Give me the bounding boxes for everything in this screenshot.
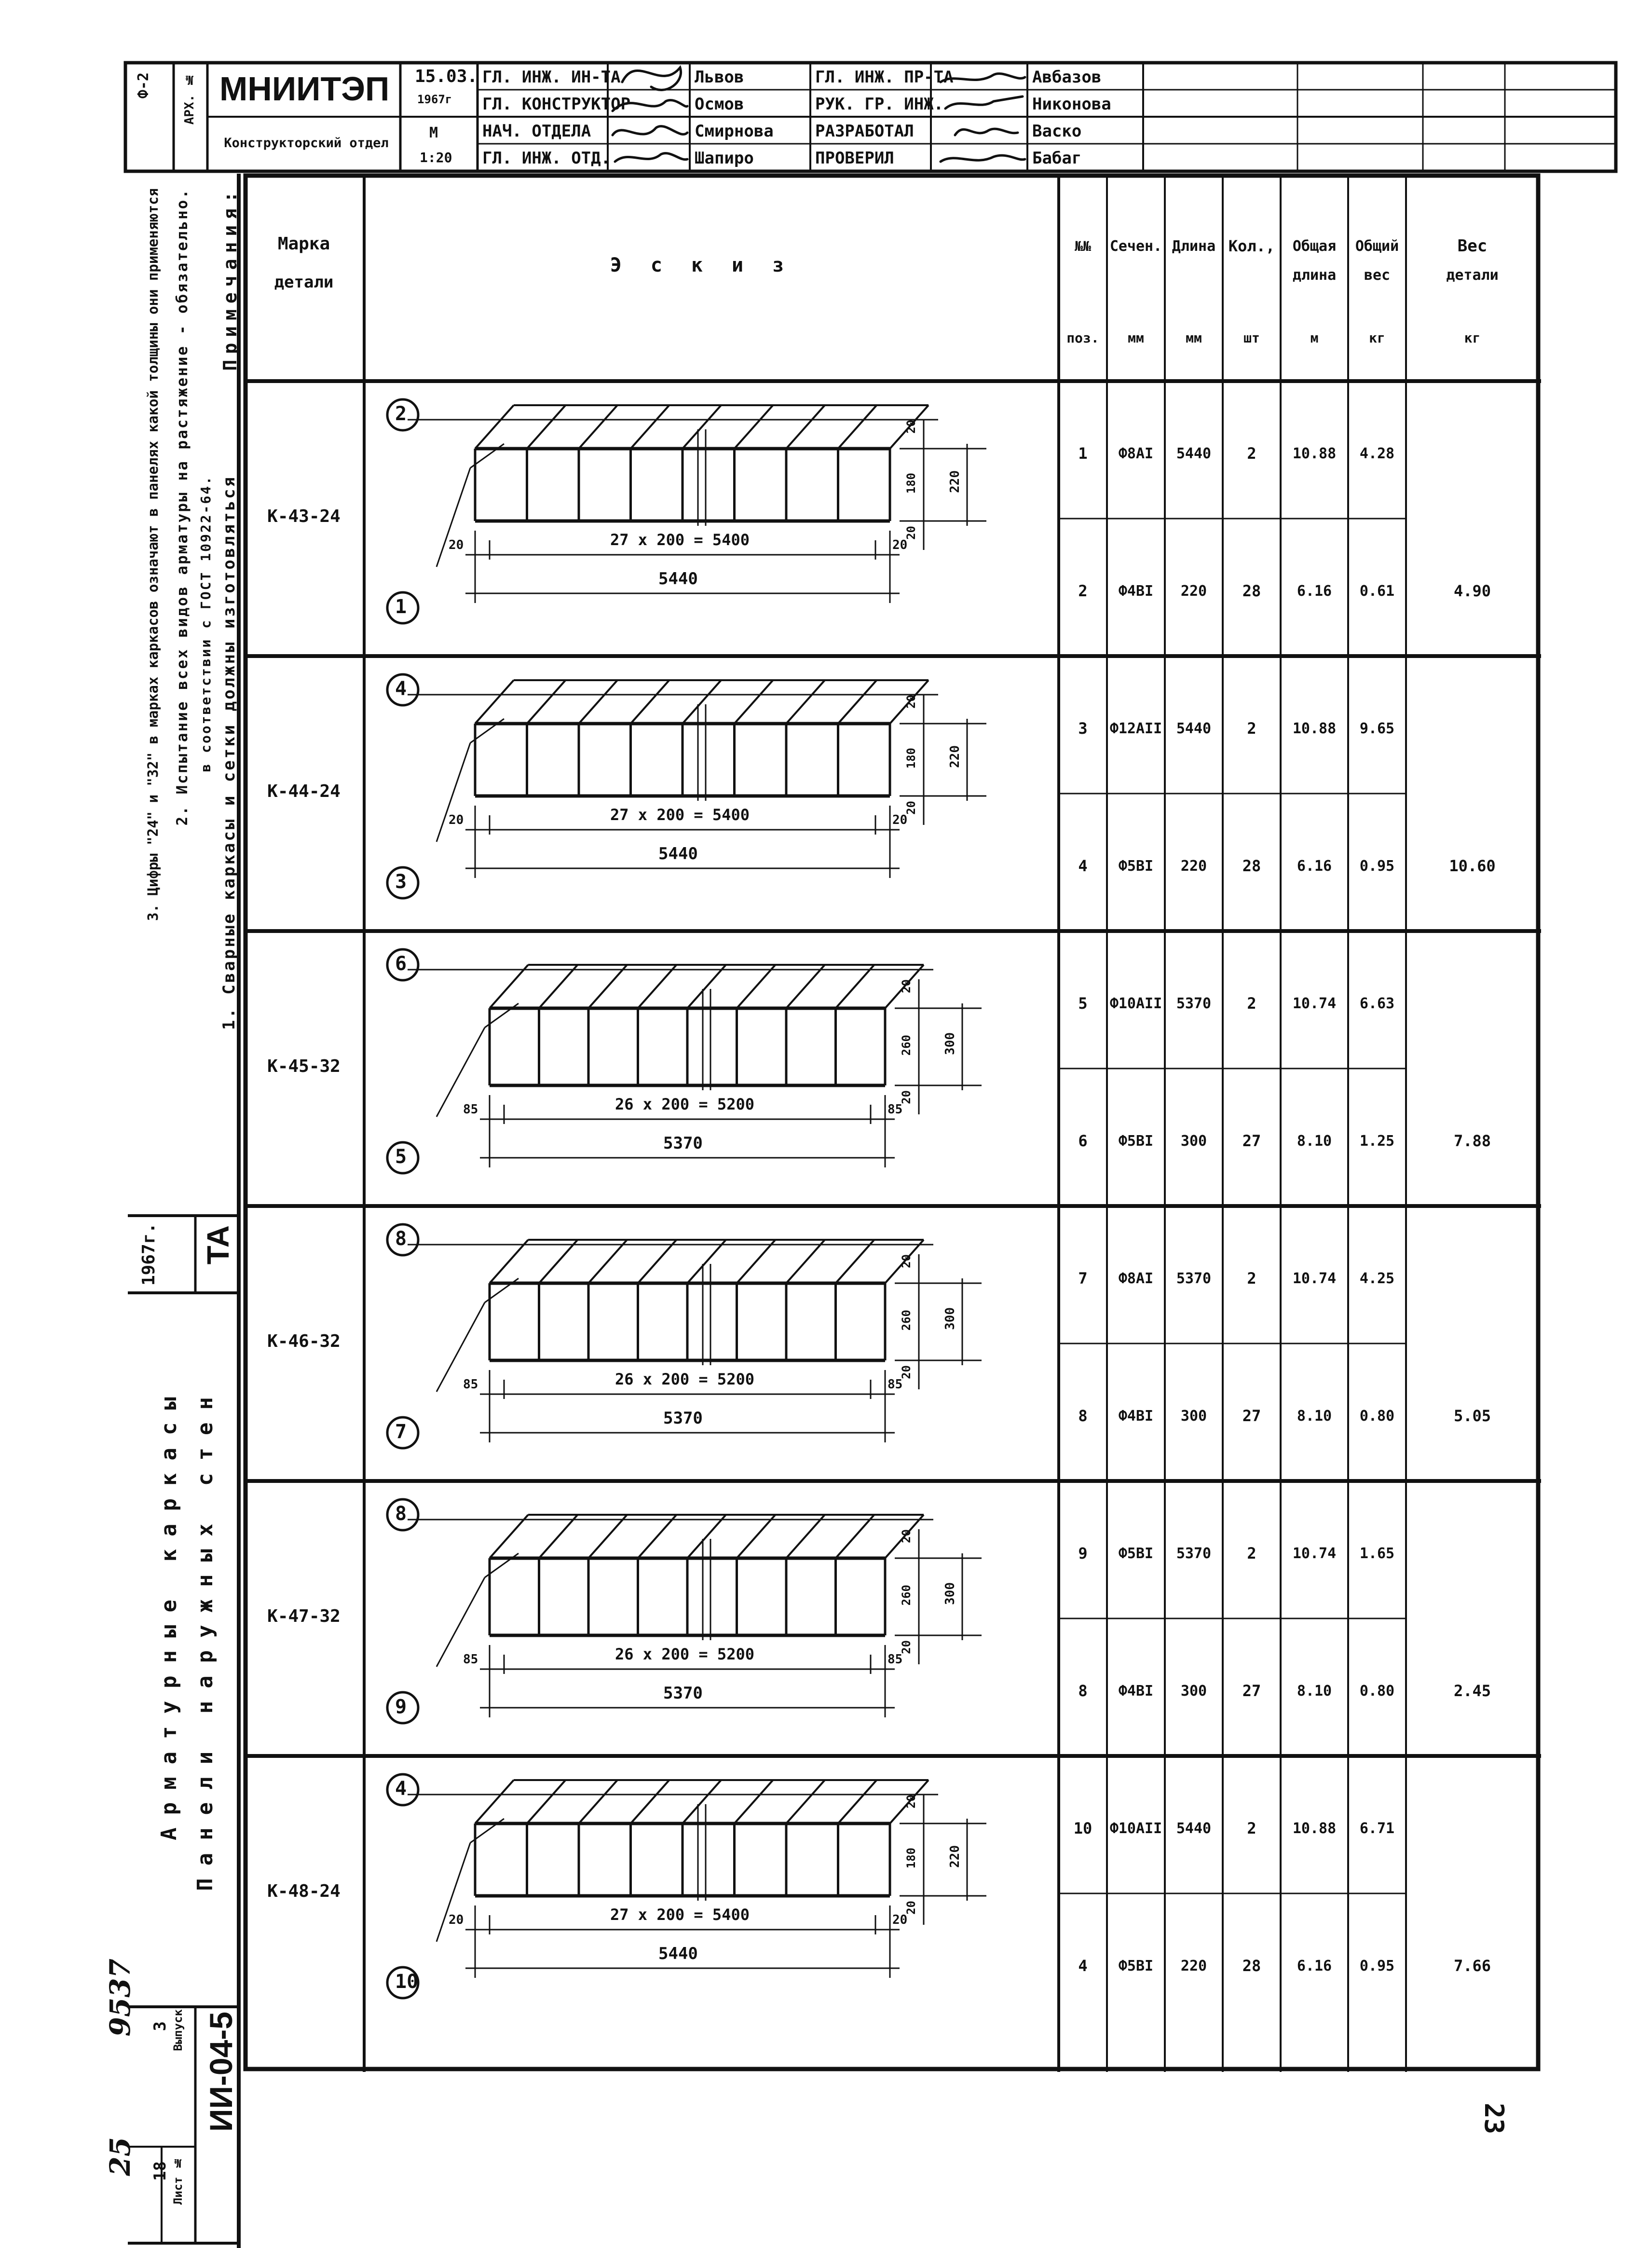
item-qty: 28 <box>1242 857 1261 875</box>
top-position-number: 2 <box>395 403 407 425</box>
total-length-dimension: 5440 <box>658 569 698 589</box>
item-length: 5440 <box>1176 1820 1212 1837</box>
item-total-weight: 1.65 <box>1359 1545 1395 1562</box>
header-tw-c: кг <box>1369 329 1385 346</box>
item-section: Ф4BI <box>1118 1682 1154 1700</box>
height-total: 300 <box>943 1032 957 1055</box>
height-middle: 260 <box>900 1035 913 1056</box>
item-section: Ф5BI <box>1118 857 1154 875</box>
header-len-b: мм <box>1186 329 1202 346</box>
span-dimension: 26 x 200 = 5200 <box>615 1645 754 1663</box>
height-bottom: 20 <box>904 1901 918 1915</box>
item-section: Ф10AII <box>1109 995 1162 1012</box>
tb-sheet: 18 <box>150 2161 170 2181</box>
table-row <box>244 931 1541 1206</box>
item-length: 300 <box>1180 1132 1207 1150</box>
tb-sheet-label: Лист № <box>171 2156 185 2205</box>
item-total-length: 10.88 <box>1292 1820 1337 1837</box>
item-section: Ф5BI <box>1118 1545 1154 1562</box>
height-top: 20 <box>900 979 913 993</box>
item-qty: 2 <box>1247 994 1256 1013</box>
stamp-date: 15.03. <box>415 67 478 86</box>
item-total-weight: 9.65 <box>1359 720 1395 737</box>
end-offset-left: 85 <box>463 1102 478 1117</box>
item-length: 5370 <box>1176 1270 1212 1287</box>
bottom-position-number: 5 <box>395 1146 407 1168</box>
page-number: 23 <box>1479 2102 1510 2135</box>
item-section: Ф8AI <box>1118 1270 1154 1287</box>
item-total-length: 6.16 <box>1297 582 1332 600</box>
top-position-number: 8 <box>395 1503 407 1525</box>
end-offset-left: 85 <box>463 1377 478 1392</box>
item-pos: 2 <box>1078 582 1088 600</box>
cage-sketch <box>364 381 1059 656</box>
height-top: 20 <box>904 420 918 434</box>
item-pos: 1 <box>1078 444 1088 463</box>
height-top: 20 <box>904 1795 918 1809</box>
scale-value: 1:20 <box>420 150 452 165</box>
bottom-position-number: 3 <box>395 871 407 893</box>
item-pos: 4 <box>1078 1957 1088 1975</box>
item-qty: 2 <box>1247 1544 1256 1563</box>
item-qty: 27 <box>1242 1132 1261 1150</box>
item-total-weight: 0.95 <box>1359 857 1395 875</box>
part-weight: 10.60 <box>1449 857 1496 875</box>
name2-4: Бабаг <box>1032 149 1082 168</box>
note-1b: в соответствии с ГОСТ 10922-64. <box>198 475 214 772</box>
item-total-weight: 0.95 <box>1359 1957 1395 1974</box>
end-offset-right: 20 <box>892 538 908 552</box>
part-mark: К-48-24 <box>267 1881 341 1901</box>
item-pos: 7 <box>1078 1269 1088 1288</box>
total-length-dimension: 5370 <box>663 1134 703 1153</box>
bottom-position-number: 7 <box>395 1421 407 1443</box>
item-total-length: 10.88 <box>1292 720 1337 737</box>
item-qty: 28 <box>1242 1957 1261 1975</box>
end-offset-right: 85 <box>887 1377 903 1392</box>
end-offset-left: 20 <box>449 538 464 552</box>
span-dimension: 27 x 200 = 5400 <box>610 1905 750 1924</box>
top-position-number: 4 <box>395 1778 407 1800</box>
bottom-position-number: 9 <box>395 1696 407 1718</box>
item-total-length: 8.10 <box>1297 1132 1332 1150</box>
height-total: 220 <box>948 1845 962 1868</box>
tb-title-1: Панели наружных стен <box>193 1384 218 1891</box>
header-dw-b: детали <box>1446 266 1499 284</box>
item-total-weight: 4.25 <box>1359 1270 1395 1287</box>
item-section: Ф12AII <box>1109 720 1162 737</box>
header-sketch: Эскиз <box>610 254 813 276</box>
height-top: 20 <box>900 1254 913 1268</box>
item-pos: 4 <box>1078 857 1088 875</box>
item-length: 220 <box>1180 1957 1207 1974</box>
height-bottom: 20 <box>900 1640 913 1654</box>
name-2: Осмов <box>695 95 744 114</box>
name2-1: Авбазов <box>1032 68 1102 87</box>
item-total-weight: 0.61 <box>1359 582 1395 600</box>
item-section: Ф10AII <box>1109 1820 1162 1837</box>
part-weight: 2.45 <box>1453 1682 1491 1700</box>
item-total-length: 6.16 <box>1297 1957 1332 1974</box>
spec-table <box>244 174 1541 2072</box>
table-row <box>244 656 1541 931</box>
table-row <box>244 1756 1541 2031</box>
end-offset-left: 20 <box>449 813 464 827</box>
item-total-length: 8.10 <box>1297 1682 1332 1700</box>
item-section: Ф4BI <box>1118 1407 1154 1425</box>
item-length: 220 <box>1180 582 1207 600</box>
height-top: 20 <box>904 695 918 709</box>
item-qty: 2 <box>1247 444 1256 463</box>
header-tw-b: вес <box>1364 266 1391 284</box>
span-dimension: 27 x 200 = 5400 <box>610 806 750 824</box>
header-tw-a: Общий <box>1355 237 1399 255</box>
item-section: Ф5BI <box>1118 1132 1154 1150</box>
item-pos: 8 <box>1078 1407 1088 1425</box>
end-offset-right: 85 <box>887 1652 903 1667</box>
tb-year: 1967г. <box>139 1223 159 1286</box>
tb-inventory-2: 25 <box>104 2137 137 2176</box>
header-sect-a: Сечен. <box>1109 237 1162 255</box>
item-qty: 2 <box>1247 719 1256 738</box>
item-section: Ф4BI <box>1118 582 1154 600</box>
item-total-weight: 4.28 <box>1359 445 1395 462</box>
item-length: 220 <box>1180 857 1207 875</box>
signatures <box>125 63 1621 174</box>
item-length: 5370 <box>1176 1545 1212 1562</box>
tb-inventory: 9537 <box>104 1959 137 2037</box>
role2-3: РАЗРАБОТАЛ <box>815 122 914 141</box>
tb-series: ИИ-04-5 <box>203 2012 239 2132</box>
total-length-dimension: 5440 <box>658 1944 698 1963</box>
header-mark-b: детали <box>274 273 334 292</box>
part-weight: 5.05 <box>1453 1407 1491 1425</box>
cage-sketch <box>364 931 1059 1206</box>
role-2: ГЛ. КОНСТРУКТОР <box>482 95 631 114</box>
item-pos: 5 <box>1078 994 1088 1013</box>
height-total: 300 <box>943 1307 957 1330</box>
end-offset-right: 20 <box>892 1913 908 1927</box>
item-pos: 8 <box>1078 1682 1088 1700</box>
header-dw-c: кг <box>1464 329 1481 346</box>
name-4: Шапиро <box>695 149 754 168</box>
item-total-length: 10.74 <box>1292 1545 1337 1562</box>
height-bottom: 20 <box>900 1090 913 1104</box>
item-qty: 27 <box>1242 1407 1261 1425</box>
total-length-dimension: 5370 <box>663 1409 703 1428</box>
item-total-weight: 1.25 <box>1359 1132 1395 1150</box>
item-length: 300 <box>1180 1407 1207 1425</box>
cage-sketch <box>364 1481 1059 1756</box>
role2-2: РУК. ГР. ИНЖ. <box>815 95 944 114</box>
name2-3: Васко <box>1032 122 1082 141</box>
name-3: Смирнова <box>695 122 774 141</box>
note-3: 3. Цифры "24" и "32" в марках каркасов означают в панелях какой толщины они применяются <box>145 188 161 921</box>
part-mark: К-47-32 <box>267 1606 341 1626</box>
height-middle: 260 <box>900 1585 913 1606</box>
height-bottom: 20 <box>904 526 918 540</box>
item-total-weight: 6.71 <box>1359 1820 1395 1837</box>
header-tlen-c: м <box>1310 329 1319 346</box>
part-weight: 7.88 <box>1453 1132 1491 1150</box>
span-dimension: 26 x 200 = 5200 <box>615 1095 754 1113</box>
item-total-weight: 0.80 <box>1359 1682 1395 1700</box>
height-bottom: 20 <box>900 1365 913 1379</box>
item-length: 300 <box>1180 1682 1207 1700</box>
item-pos: 3 <box>1078 719 1088 738</box>
item-total-length: 8.10 <box>1297 1407 1332 1425</box>
table-row <box>244 1206 1541 1481</box>
name-1: Львов <box>695 68 744 87</box>
role2-4: ПРОВЕРИЛ <box>815 149 894 168</box>
header-qty-a: Кол., <box>1228 237 1275 255</box>
tb-org-code: ТА <box>201 1225 235 1265</box>
item-length: 5440 <box>1176 445 1212 462</box>
notes-title: Примечания: <box>219 186 241 371</box>
item-pos: 6 <box>1078 1132 1088 1150</box>
item-pos: 9 <box>1078 1544 1088 1563</box>
end-offset-right: 20 <box>892 813 908 827</box>
header-sect-b: мм <box>1128 329 1144 346</box>
part-mark: К-43-24 <box>267 506 341 526</box>
height-middle: 180 <box>904 748 918 769</box>
header-tlen-b: длина <box>1292 266 1337 284</box>
top-position-number: 4 <box>395 678 407 700</box>
header-qty-b: шт <box>1243 329 1260 346</box>
item-qty: 27 <box>1242 1682 1261 1700</box>
header-len-a: Длина <box>1172 237 1216 255</box>
total-length-dimension: 5440 <box>658 844 698 864</box>
item-total-length: 10.74 <box>1292 995 1337 1012</box>
item-total-length: 10.88 <box>1292 445 1337 462</box>
table-row <box>244 1481 1541 1756</box>
header-pos-b: поз. <box>1066 329 1099 346</box>
role-1: ГЛ. ИНЖ. ИН-ТА <box>482 68 621 87</box>
height-total: 220 <box>948 470 962 493</box>
item-length: 5370 <box>1176 995 1212 1012</box>
item-length: 5440 <box>1176 720 1212 737</box>
stamp-year: 1967г <box>417 93 452 106</box>
stamp-code: Ф-2 <box>135 72 152 99</box>
item-qty: 2 <box>1247 1269 1256 1288</box>
height-bottom: 20 <box>904 801 918 815</box>
note-2: 2. Испытание всех видов арматуры на растяжение - обязательно. <box>174 188 191 826</box>
tb-issue: 3 <box>150 2021 170 2031</box>
height-middle: 180 <box>904 1848 918 1869</box>
height-middle: 260 <box>900 1310 913 1331</box>
height-total: 300 <box>943 1582 957 1605</box>
header-dw-a: Вес <box>1457 236 1488 256</box>
role-3: НАЧ. ОТДЕЛА <box>482 122 591 141</box>
height-total: 220 <box>948 745 962 768</box>
header-mark-a: Марка <box>277 233 330 254</box>
top-position-number: 8 <box>395 1228 407 1250</box>
cage-sketch <box>364 656 1059 931</box>
note-1a: 1. Сварные каркасы и сетки должны изготовляться <box>219 475 239 1030</box>
span-dimension: 27 x 200 = 5400 <box>610 531 750 549</box>
part-weight: 7.66 <box>1453 1957 1491 1975</box>
tb-issue-label: Выпуск <box>171 2009 185 2051</box>
role-4: ГЛ. ИНЖ. ОТД. <box>482 149 611 168</box>
title-stamp <box>125 63 1621 174</box>
height-top: 20 <box>900 1529 913 1543</box>
top-position-number: 6 <box>395 953 407 975</box>
part-weight: 4.90 <box>1453 582 1491 600</box>
part-mark: К-44-24 <box>267 781 341 801</box>
item-section: Ф5BI <box>1118 1957 1154 1974</box>
header-pos-a: №№ <box>1075 238 1091 254</box>
org-name: МНИИТЭП <box>219 70 390 108</box>
height-middle: 180 <box>904 473 918 494</box>
item-total-weight: 6.63 <box>1359 995 1395 1012</box>
total-length-dimension: 5370 <box>663 1684 703 1703</box>
item-pos: 10 <box>1073 1819 1092 1837</box>
arch-label: АРХ. № <box>182 72 197 125</box>
dept-name: Конструкторский отдел <box>224 136 389 151</box>
bottom-position-number: 1 <box>395 596 407 618</box>
end-offset-left: 20 <box>449 1913 464 1927</box>
cage-sketch <box>364 1206 1059 1481</box>
part-mark: К-46-32 <box>267 1331 341 1351</box>
item-total-weight: 0.80 <box>1359 1407 1395 1425</box>
end-offset-left: 85 <box>463 1652 478 1667</box>
item-total-length: 6.16 <box>1297 857 1332 875</box>
span-dimension: 26 x 200 = 5200 <box>615 1370 754 1388</box>
end-offset-right: 85 <box>887 1102 903 1117</box>
tb-title-2: Арматурные каркасы <box>157 1384 181 1840</box>
item-total-length: 10.74 <box>1292 1270 1337 1287</box>
bottom-position-number: 10 <box>395 1971 419 1993</box>
item-qty: 2 <box>1247 1819 1256 1837</box>
role2-1: ГЛ. ИНЖ. ПР-ТА <box>815 68 954 87</box>
scale-label: М <box>429 124 438 141</box>
name2-2: Никонова <box>1032 95 1111 114</box>
header-tlen-a: Общая <box>1292 237 1337 255</box>
item-qty: 28 <box>1242 582 1261 600</box>
part-mark: К-45-32 <box>267 1056 341 1076</box>
item-section: Ф8AI <box>1118 445 1154 462</box>
table-row <box>244 381 1541 656</box>
cage-sketch <box>364 1756 1059 2031</box>
